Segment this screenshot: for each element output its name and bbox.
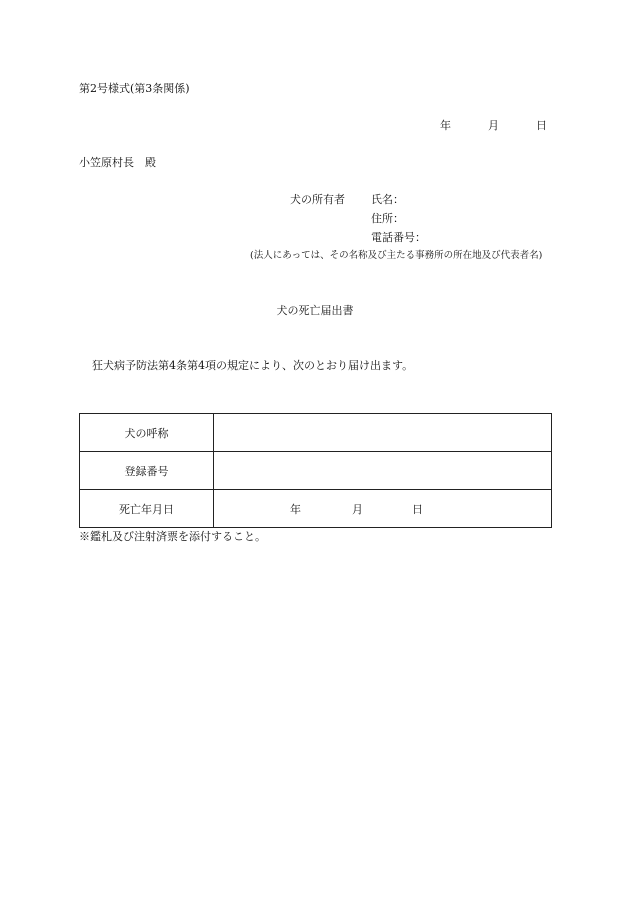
owner-phone-label: 電話番号： bbox=[371, 231, 426, 244]
death-date-field[interactable] bbox=[214, 490, 552, 528]
date-month-label: 月 bbox=[488, 119, 499, 132]
death-day-label: 日 bbox=[412, 502, 423, 516]
addressee: 小笠原村長 殿 bbox=[79, 156, 156, 169]
owner-label: 犬の所有者 bbox=[290, 193, 345, 206]
dog-name-label: 犬の呼称 bbox=[80, 414, 214, 452]
registration-number-label: 登録番号 bbox=[80, 452, 214, 490]
form-number: 第2号様式(第3条関係) bbox=[79, 82, 190, 95]
statement-text: 狂犬病予防法第4条第4項の規定により、次のとおり届け出ます。 bbox=[92, 359, 414, 372]
table-row bbox=[80, 452, 552, 490]
attachment-note: ※鑑札及び注射済票を添付すること。 bbox=[79, 530, 266, 543]
death-date-label: 死亡年月日 bbox=[80, 490, 214, 528]
registration-number-field[interactable] bbox=[214, 452, 552, 490]
document-title: 犬の死亡届出書 bbox=[276, 304, 354, 317]
corporation-note: (法人にあっては、その名称及び主たる事務所の所在地及び代表者名) bbox=[250, 250, 543, 261]
dog-info-table bbox=[79, 413, 552, 528]
owner-address-label: 住所： bbox=[371, 212, 404, 225]
date-day-label: 日 bbox=[536, 119, 547, 132]
owner-name-label: 氏名： bbox=[371, 193, 404, 206]
death-year-label: 年 bbox=[290, 502, 301, 516]
death-month-label: 月 bbox=[352, 502, 363, 516]
submission-date bbox=[440, 120, 547, 131]
table-row bbox=[80, 490, 552, 528]
date-year-label: 年 bbox=[440, 119, 451, 132]
table-row bbox=[80, 414, 552, 452]
dog-name-field[interactable] bbox=[214, 414, 552, 452]
